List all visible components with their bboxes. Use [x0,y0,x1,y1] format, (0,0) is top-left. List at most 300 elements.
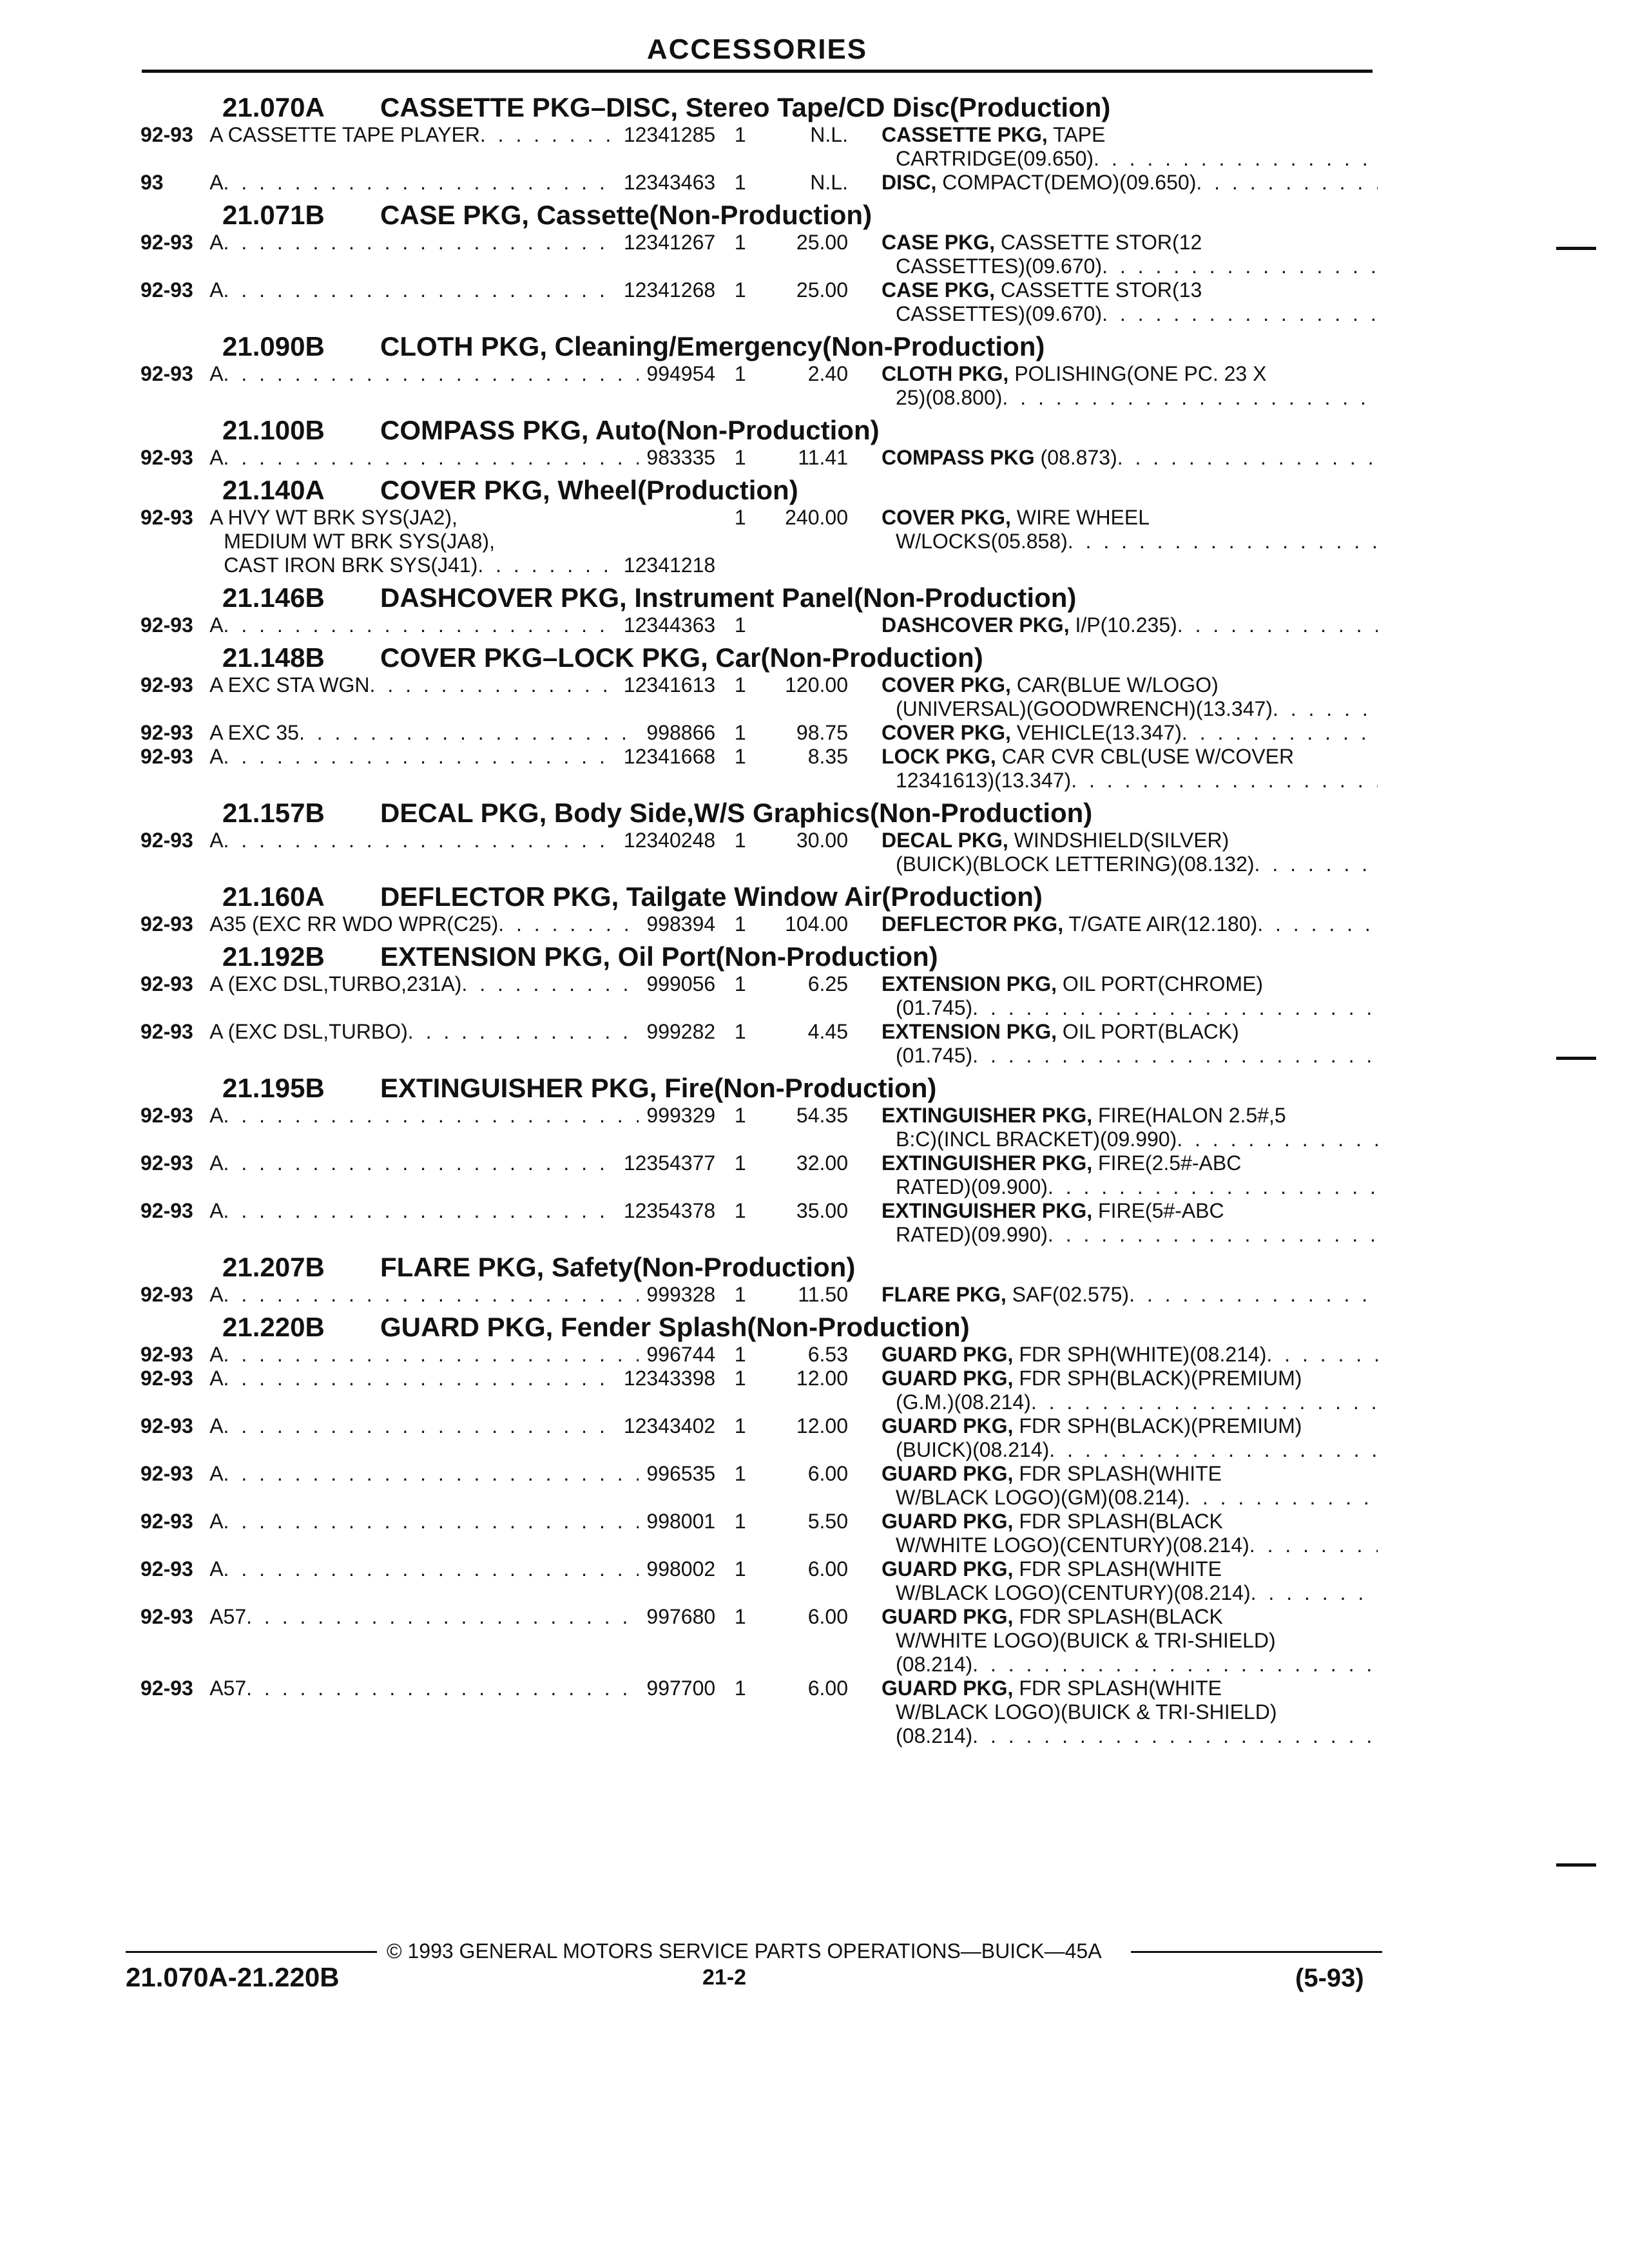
description-text [882,278,1202,302]
description-text [896,1533,1249,1557]
description-text [896,1653,972,1677]
description-line [882,278,1378,302]
price: 104.00 [785,912,848,936]
description-column [882,673,1378,721]
description-column [882,1462,1378,1510]
usage-column [209,506,715,577]
description-keyword: COVER PKG, [881,673,1011,697]
description-text [896,1724,972,1748]
section-title [380,1073,936,1104]
description-line [882,1414,1378,1438]
model-years: 92-93 [140,278,193,302]
description-keyword: GUARD PKG, [881,1414,1014,1437]
usage-column [209,1020,715,1068]
part-number: 999056 [646,972,716,995]
quantity: 1 [734,1151,746,1175]
description-value: (BUICK)(08.214) [895,1438,1050,1461]
section-heading [140,470,1378,506]
description-line [882,852,1378,876]
description-column [882,1510,1378,1557]
description-text [882,362,1266,386]
part-number: 12340248 [623,829,716,852]
usage-column [209,1199,715,1247]
usage-column [209,613,715,637]
description-line [882,255,1378,278]
section-heading [140,1307,1378,1343]
description-value: OIL PORT(BLACK) [1057,1020,1239,1043]
page-range: 21.070A-21.220B [126,1962,340,1992]
description-line [882,1724,1378,1748]
usage-line [209,1605,715,1629]
price: 120.00 [785,673,848,697]
usage-text: A CASSETTE TAPE PLAYER [209,123,480,146]
price: 6.00 [807,1557,848,1581]
usage-line [209,553,715,577]
part-entry-row [140,1677,1378,1748]
description-text [882,673,1219,697]
dot-leader [224,362,639,386]
price: N.L. [810,171,848,194]
usage-line [209,1557,715,1581]
description-text [882,1199,1224,1223]
usage-text: A [209,1343,224,1366]
usage-text: CAST IRON BRK SYS(J41) [224,553,478,577]
model-years: 92-93 [140,721,193,744]
description-value: 12341613)(13.347) [895,769,1072,792]
description-value: T/GATE AIR(12.180) [1063,912,1258,936]
usage-column [209,231,715,278]
description-text [896,1629,1276,1653]
usage-text: A [209,1414,224,1437]
model-years: 92-93 [140,1414,193,1437]
section-title-keyword: FLARE PKG, [380,1252,545,1282]
description-value: (01.745) [895,1044,973,1067]
dot-leader [224,1151,616,1175]
section-title-text: Car(Non-Production) [708,642,983,673]
usage-column [209,1510,715,1557]
description-value: FIRE(2.5#-ABC [1092,1151,1242,1175]
section-title [380,1312,970,1343]
page-number: 21-2 [702,1965,747,1990]
description-value: FDR SPLASH(WHITE [1013,1557,1222,1581]
description-column [882,829,1378,876]
dot-leader [1031,1390,1378,1414]
description-keyword: DEFLECTOR PKG, [881,912,1064,936]
description-keyword: GUARD PKG, [881,1605,1014,1628]
section-title-keyword: EXTINGUISHER PKG, [380,1073,657,1103]
section-title-text: Oil Port(Non-Production) [610,941,938,972]
price: 240.00 [785,506,848,529]
part-entry-row [140,912,1378,936]
part-number: 12354377 [623,1151,716,1175]
description-column [882,912,1378,936]
description-line [882,1533,1378,1557]
quantity: 1 [734,829,746,852]
description-line [882,147,1378,171]
description-line [882,1677,1378,1700]
dot-leader [1177,1128,1378,1151]
section-title [380,941,938,972]
part-number: 999282 [646,1020,716,1043]
dot-leader [246,1677,639,1700]
part-number: 998001 [646,1510,716,1533]
description-value: SAF(02.575) [1006,1283,1130,1306]
price: 54.35 [796,1104,848,1127]
quantity: 1 [734,171,746,194]
dot-leader [224,1414,616,1438]
description-value: W/WHITE LOGO)(CENTURY)(08.214) [895,1533,1249,1557]
dot-leader [1184,1486,1378,1510]
usage-text: A HVY WT BRK SYS(JA2), [209,506,458,529]
description-keyword: EXTINGUISHER PKG, [881,1104,1093,1127]
description-line [882,1462,1378,1486]
section-title [380,475,798,506]
model-years: 92-93 [140,1104,193,1127]
description-text [882,1104,1286,1128]
description-text [896,769,1071,793]
price: 11.50 [798,1283,848,1306]
description-value: (01.745) [895,996,973,1019]
description-column [882,1151,1378,1199]
section-title-text: Fire(Non-Production) [657,1073,937,1103]
usage-column [209,362,715,410]
usage-column [209,1104,715,1151]
part-number: 12343398 [623,1367,716,1390]
quantity: 1 [734,1020,746,1043]
description-keyword: GUARD PKG, [881,1677,1014,1700]
part-number: 998394 [646,912,716,936]
description-value: (BUICK)(BLOCK LETTERING)(08.132) [895,852,1255,876]
description-value: RATED)(09.900) [895,1175,1048,1198]
description-text [882,446,1117,470]
price: 6.25 [807,972,848,995]
quantity: 1 [734,745,746,768]
part-number: 12343402 [623,1414,716,1437]
description-value: (08.873) [1034,446,1117,469]
section-title [380,881,1043,912]
section-title-keyword: COMPASS PKG, [380,415,589,445]
description-line [882,1343,1378,1367]
usage-line [209,446,715,470]
section-heading [140,1068,1378,1104]
part-entry-row [140,231,1378,278]
section-title-keyword: COVER PKG–LOCK PKG, [380,642,708,673]
dot-leader [1117,446,1378,470]
description-text [882,1677,1222,1700]
part-entry-row [140,1020,1378,1068]
description-text [896,386,1002,410]
description-keyword: EXTINGUISHER PKG, [881,1199,1093,1222]
copyright-notice: © 1993 GENERAL MOTORS SERVICE PARTS OPERATIONS—BUICK—45A [387,1939,1102,1963]
part-entry-row [140,1151,1378,1199]
part-number: 12341668 [623,745,716,768]
footer-rule-right [1131,1951,1382,1953]
quantity: 1 [734,613,746,637]
usage-line [209,613,715,637]
part-entry-row [140,745,1378,793]
description-value: (08.214) [895,1653,973,1676]
description-text [882,123,1105,147]
description-text [882,1151,1241,1175]
quantity: 1 [734,1367,746,1390]
part-number: 996535 [646,1462,716,1485]
description-keyword: GUARD PKG, [881,1462,1014,1485]
description-text [896,697,1273,721]
dot-leader [224,1283,639,1307]
part-number: 997700 [646,1677,716,1700]
part-number: 12341613 [623,673,716,697]
section-code: 21.071B [222,200,325,230]
model-years: 93 [140,171,164,194]
section-heading [140,195,1378,231]
usage-column [209,1605,715,1677]
dot-leader [1251,1581,1378,1605]
description-value: WINDSHIELD(SILVER) [1008,829,1229,852]
description-value: FDR SPLASH(BLACK [1013,1605,1223,1628]
usage-column [209,446,715,470]
usage-column [209,829,715,876]
description-keyword: COVER PKG, [881,721,1011,744]
description-column [882,1677,1378,1748]
description-line [882,530,1378,553]
usage-line [209,721,715,745]
description-column [882,1020,1378,1068]
dot-leader [246,1605,639,1629]
dot-leader [1129,1283,1378,1307]
usage-column [209,721,715,745]
description-value: VEHICLE(13.347) [1010,721,1182,744]
usage-column [209,171,715,195]
description-text [896,302,1102,326]
description-column [882,1343,1378,1367]
model-years: 92-93 [140,1462,193,1485]
margin-tick-mark [1556,1057,1596,1060]
description-value: W/BLACK LOGO)(BUICK & TRI-SHIELD) [895,1700,1277,1724]
part-number: 12341267 [623,231,716,254]
part-entry-row [140,1462,1378,1510]
model-years: 92-93 [140,1510,193,1533]
model-years: 92-93 [140,613,193,637]
usage-text: A [209,171,224,194]
usage-text: MEDIUM WT BRK SYS(JA8), [224,530,495,553]
description-line [882,697,1378,721]
quantity: 1 [734,278,746,302]
dot-leader [1048,1175,1378,1199]
description-line [882,1486,1378,1510]
model-years: 92-93 [140,1020,193,1043]
description-text [882,972,1263,996]
description-line [882,1390,1378,1414]
description-value: W/WHITE LOGO)(BUICK & TRI-SHIELD) [895,1629,1276,1652]
section-title-text: Body Side,W/S Graphics(Non-Production) [546,798,1093,828]
margin-tick-mark [1556,247,1596,250]
description-value: (08.214) [895,1724,973,1747]
description-text [896,1128,1177,1151]
model-years: 92-93 [140,673,193,697]
section-heading [140,87,1378,123]
part-number: 998866 [646,721,716,744]
description-text [882,745,1294,769]
description-line [882,1128,1378,1151]
section-title-keyword: CLOTH PKG, [380,331,547,361]
part-entry-row [140,1104,1378,1151]
section-heading [140,326,1378,362]
dot-leader [224,171,616,195]
description-line [882,613,1378,637]
description-text [882,1367,1302,1390]
description-value: TAPE [1047,123,1106,146]
description-column [882,278,1378,326]
description-value: CASSETTE STOR(13 [995,278,1202,302]
usage-text: A (EXC DSL,TURBO,231A) [209,972,462,995]
part-entry-row [140,1605,1378,1677]
dot-leader [1002,386,1378,410]
description-text [896,1390,1031,1414]
usage-column [209,1414,715,1462]
description-line [882,912,1378,936]
model-years: 92-93 [140,829,193,852]
section-title [380,798,1092,829]
quantity: 1 [734,506,746,529]
dot-leader [1255,852,1378,876]
description-line [882,1557,1378,1581]
description-line [882,673,1378,697]
usage-column [209,673,715,721]
usage-line [209,530,715,553]
description-keyword: EXTENSION PKG, [881,1020,1057,1043]
model-years: 92-93 [140,446,193,469]
section-heading [140,1247,1378,1283]
usage-column [209,278,715,326]
description-value: 25)(08.800) [895,386,1003,409]
description-text [882,912,1257,936]
section-title-text: Cassette(Non-Production) [529,200,872,230]
usage-column [209,1283,715,1307]
price: 11.41 [798,446,848,469]
section-code: 21.148B [222,642,325,673]
dot-leader [224,1510,639,1533]
description-column [882,972,1378,1020]
usage-line [209,1283,715,1307]
model-years: 92-93 [140,123,193,146]
description-keyword: EXTENSION PKG, [881,972,1057,995]
description-text [882,1343,1266,1367]
usage-text: A [209,362,224,385]
revision-date: (5-93) [1295,1964,1364,1992]
description-column [882,362,1378,410]
price: 98.75 [796,721,848,744]
part-entry-row [140,1510,1378,1557]
dot-leader [224,446,639,470]
description-line [882,1629,1378,1653]
section-title [380,331,1045,362]
description-column [882,1557,1378,1605]
description-line [882,1020,1378,1044]
model-years: 92-93 [140,1199,193,1222]
usage-text: A [209,278,224,302]
description-line [882,1581,1378,1605]
usage-text: A [209,1462,224,1485]
description-line [882,123,1378,147]
description-column [882,231,1378,278]
price: 35.00 [796,1199,848,1222]
usage-line [209,745,715,769]
description-keyword: DISC, [881,171,937,194]
description-text [896,1044,972,1068]
section-heading [140,577,1378,613]
description-value: (UNIVERSAL)(GOODWRENCH)(13.347) [895,697,1273,720]
part-entry-row [140,1199,1378,1247]
usage-text: A (EXC DSL,TURBO) [209,1020,408,1043]
description-column [882,171,1378,195]
dot-leader [224,1104,639,1128]
usage-column [209,1557,715,1605]
usage-text: A [209,1104,224,1127]
dot-leader [1071,769,1378,793]
model-years: 92-93 [140,1605,193,1628]
description-line [882,1223,1378,1247]
part-entry-row [140,972,1378,1020]
price: 25.00 [796,231,848,254]
description-column [882,506,1378,577]
description-value: CAR CVR CBL(USE W/COVER [996,745,1295,768]
section-heading [140,793,1378,829]
description-value: FDR SPLASH(WHITE [1013,1462,1222,1485]
description-keyword: GUARD PKG, [881,1343,1014,1366]
dot-leader [498,912,639,936]
dot-leader [972,1653,1378,1677]
part-entry-row [140,721,1378,745]
section-title [380,582,1076,613]
model-years: 92-93 [140,231,193,254]
usage-line [209,972,715,996]
description-value: CARTRIDGE(09.650) [895,147,1094,170]
price: 32.00 [796,1151,848,1175]
usage-line [209,1414,715,1438]
usage-line [209,171,715,195]
part-entry-row [140,1367,1378,1414]
description-line [882,302,1378,326]
description-column [882,1414,1378,1462]
description-line [882,231,1378,255]
description-column [882,446,1378,470]
section-code: 21.090B [222,331,325,361]
dot-leader [1257,912,1378,936]
quantity: 1 [734,1104,746,1127]
dot-leader [299,721,639,745]
description-text [896,1223,1048,1247]
description-column [882,123,1378,171]
description-keyword: CASE PKG, [881,278,996,302]
usage-text: A [209,446,224,469]
usage-text: A35 (EXC RR WDO WPR(C25) [209,912,499,936]
section-code: 21.192B [222,941,325,972]
model-years: 92-93 [140,1151,193,1175]
description-text [896,852,1255,876]
description-text [882,171,1196,195]
part-number: 983335 [646,446,716,469]
usage-line [209,362,715,386]
dot-leader [224,613,616,637]
description-value: FDR SPLASH(BLACK [1013,1510,1223,1533]
section-title-text: Cleaning/Emergency(Non-Production) [547,331,1045,361]
usage-text: A [209,829,224,852]
dot-leader [1249,1533,1378,1557]
dot-leader [972,1044,1378,1068]
usage-text: A [209,1151,224,1175]
description-value: POLISHING(ONE PC. 23 X [1008,362,1267,385]
part-number: 12354378 [623,1199,716,1222]
